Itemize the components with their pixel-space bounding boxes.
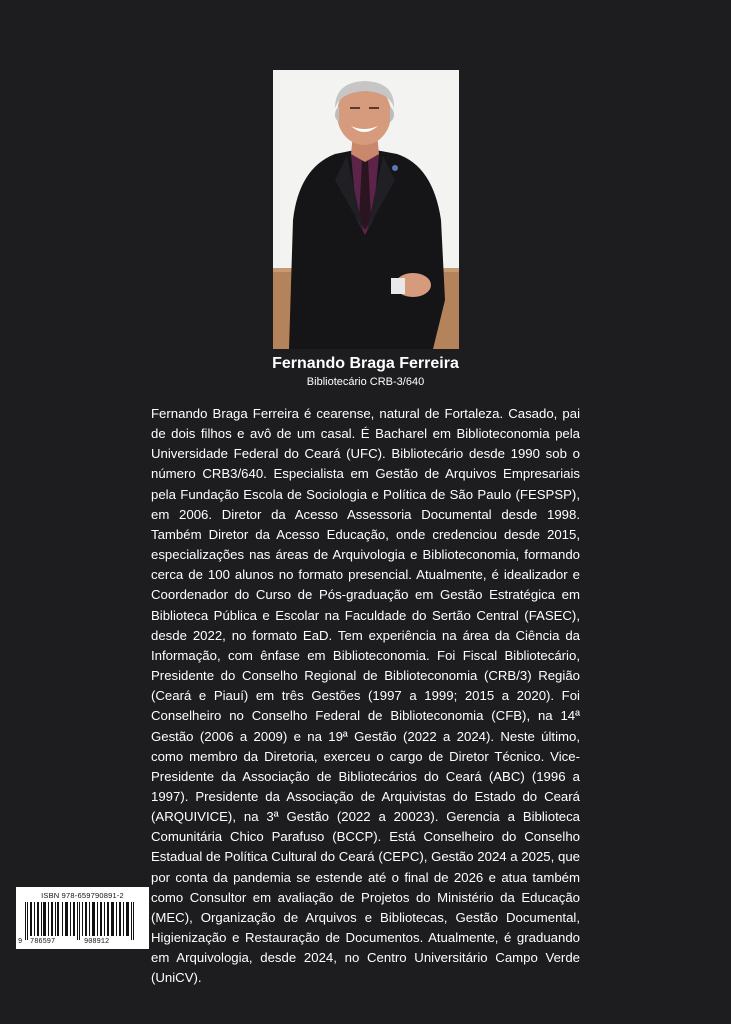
author-name: Fernando Braga Ferreira — [272, 355, 459, 372]
barcode-digit-first: 9 — [18, 938, 23, 946]
author-bio: Fernando Braga Ferreira é cearense, natural de Fortaleza. Casado, pai de dois filhos e avô de um casal. É Bacharel em Biblioteconomia pela Universidade Federal do Ceará (UFC). Bibliotecário desde 1990 sob o número CRB3/640. Especialista em Gestão de Arquivos Empresariais pela Fundação Escola de Sociologia e Política de São Paulo (FESPSP), em 2006. Diretor da Acesso Assessoria Documental desde 1998. Também Diretor da Acesso Educação, onde credenciou desde 2015, especializações nas áreas de Arquivologia e Biblioteconomia, formando cerca de 100 alunos no formato presencial. Atualmente, é idealizador e Coordenador do Curso de Pós-graduação em Gestão Estratégica em Biblioteca Pública e Escolar na Faculdade do Sertão Central (FASEC), desde 2022, no formato EaD. Tem experiência na área da Ciência da Informação, com ênfase em Biblioteconomia. Foi Fiscal Bibliotecário, Presidente do Conselho Regional de Biblioteconomia (CRB/3) Região (Ceará e Piauí) em três Gestões (1997 a 1999; 2015 a 2020). Foi Conselheiro no Conselho Federal de Biblioteconomia (CFB), na 14ª Gestão (2006 a 2009) e na 19ª Gestão (2022 a 2024). Neste último, como membro da Diretoria, exerceu o cargo de Diretor Técnico. Vice-Presidente da Associação de Bibliotecários do Ceará (ABC) (1996 a 1997). Presidente da Associação de Arquivistas do Estado do Ceará (ARQUIVICE), na 3ª Gestão (2022 a 20023). Gerencia a Biblioteca Comunitária Chico Parafuso (BCCP). Está Conselheiro do Conselho Estadual de Política Cultural do Ceará (CEPC), Gestão 2024 a 2025, que por conta da pandemia se estende até o final de 2026 e atua também como Consultor em avaliação de Projetos do Ministério da Educação (MEC), Organização de Arquivos e Bibliotecas, Gestão Documental, Higienização e Restauração de Documentos. Atualmente, é graduando em Arquivologia, desde 2024, no Centro Universitário Campo Verde (UniCV). — [151, 406, 580, 986]
barcode-digits-right: 908912 — [84, 938, 110, 946]
isbn-label: ISBN 978-659790891-2 — [41, 891, 124, 900]
author-title: Bibliotecário CRB-3/640 — [306, 376, 425, 388]
isbn-barcode — [16, 887, 149, 949]
author-photo — [273, 70, 459, 349]
barcode-digits-left: 786597 — [30, 938, 56, 946]
barcode-bars — [22, 902, 143, 940]
